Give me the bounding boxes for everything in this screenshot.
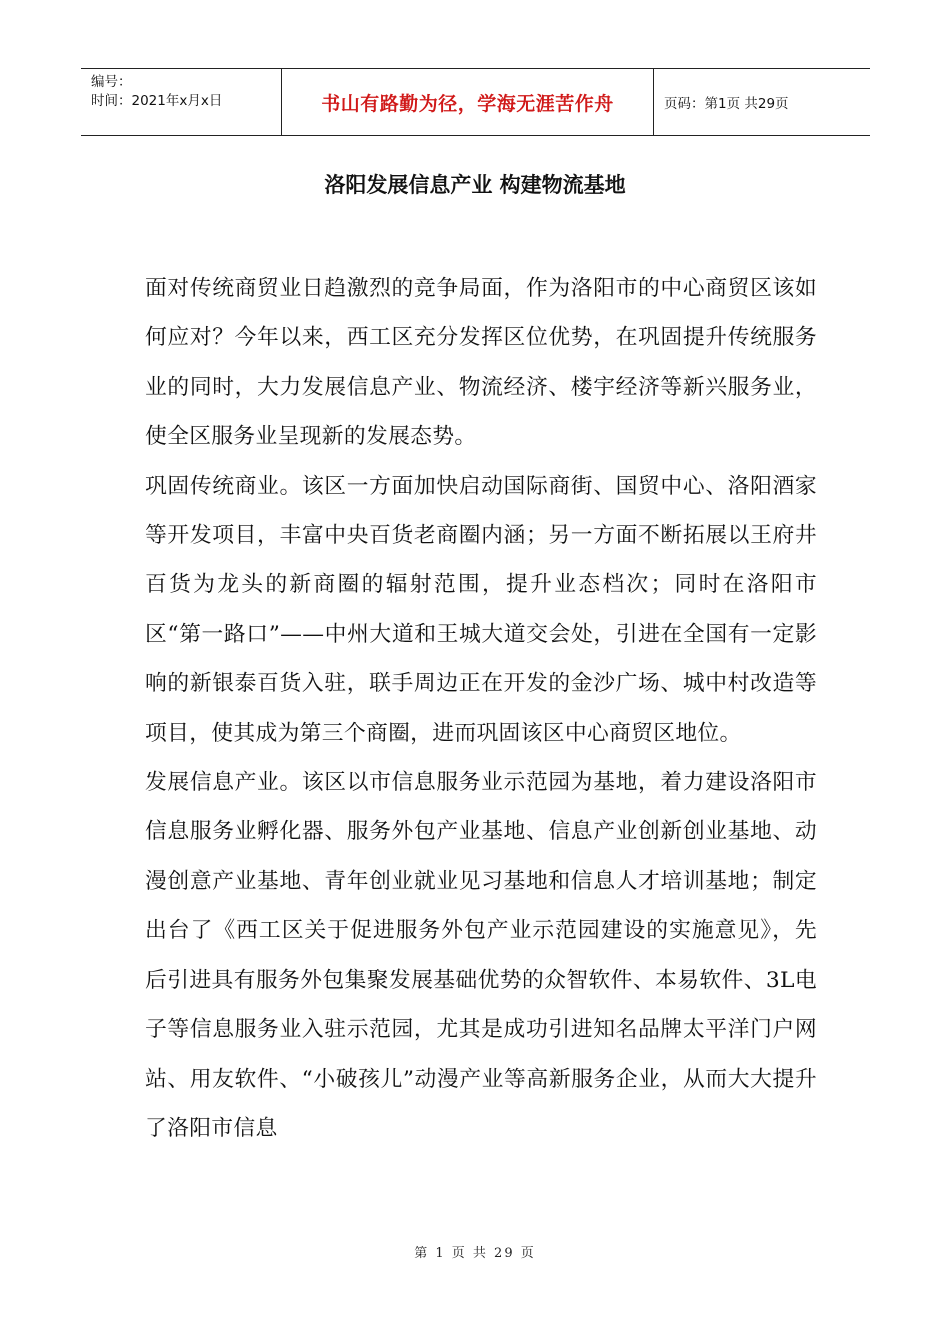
header-page-cell: [654, 69, 870, 135]
header-page-info: 页码：第1页 共29页: [664, 96, 789, 112]
document-title: 洛阳发展信息产业 构建物流基地: [324, 173, 626, 197]
header-motto-cell: [282, 69, 654, 135]
page-footer: 第 1 页 共 29 页: [414, 1246, 536, 1261]
paragraph-traditional-commerce: 巩固传统商业。该区一方面加快启动国际商街、国贸中心、洛阳酒家等开发项目，丰富中央百货老商圈内涵；另一方面不断拓展以王府井百货为龙头的新商圈的辐射范围，提升业态档次；同时在洛阳市区“第一路口”——中州大道和王城大道交会处，引进在全国有一定影响的新银泰百货入驻，联手周边正在开发的金沙广场、城中村改造等项目，使其成为第三个商圈，进而巩固该区中心商贸区地位。: [145, 473, 817, 746]
document-number-label: 编号：: [91, 74, 132, 90]
paragraph-intro: 面对传统商贸业日趋激烈的竞争局面，作为洛阳市的中心商贸区该如何应对？今年以来，西工区充分发挥区位优势，在巩固提升传统服务业的同时，大力发展信息产业、物流经济、楼宇经济等新兴服务业，使全区服务业呈现新的发展态势。: [145, 276, 817, 450]
header-meta-cell: [81, 69, 282, 135]
header-motto: 书山有路勤为径，学海无涯苦作舟: [321, 92, 614, 115]
document-date: 时间：2021年x月x日: [91, 93, 223, 109]
document-body: [145, 264, 817, 1153]
header-table: [81, 68, 870, 136]
paragraph-information-industry: 发展信息产业。该区以市信息服务业示范园为基地，着力建设洛阳市信息服务业孵化器、服务外包产业基地、信息产业创新创业基地、动漫创意产业基地、青年创业就业见习基地和信息人才培训基地；制定出台了《西工区关于促进服务外包产业示范园建设的实施意见》，先后引进具有服务外包集聚发展基础优势的众智软件、本易软件、3L电子等信息服务业入驻示范园，尤其是成功引进知名品牌太平洋门户网站、用友软件、“小破孩儿”动漫产业等高新服务企业，从而大大提升了洛阳市信息: [145, 770, 817, 1141]
